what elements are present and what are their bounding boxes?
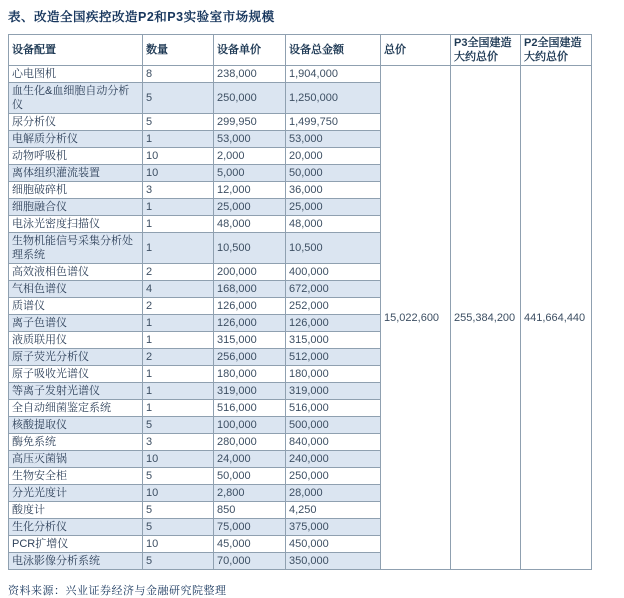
quantity-cell: 1	[143, 131, 214, 148]
unit-price-cell: 12,000	[214, 182, 286, 199]
total-amount-cell: 450,000	[286, 536, 381, 553]
p2-total-cell: 441,664,440	[521, 66, 592, 570]
unit-price-cell: 70,000	[214, 553, 286, 570]
col-header-quantity: 数量	[143, 35, 214, 66]
quantity-cell: 10	[143, 485, 214, 502]
table-row	[9, 66, 592, 83]
equipment-name-cell: 电泳光密度扫描仪	[9, 216, 143, 233]
quantity-cell: 10	[143, 451, 214, 468]
header-row	[9, 35, 592, 66]
equipment-name-cell: 质谱仪	[9, 298, 143, 315]
equipment-name-cell: 分光光度计	[9, 485, 143, 502]
equipment-name-cell: 酶免系统	[9, 434, 143, 451]
unit-price-cell: 100,000	[214, 417, 286, 434]
quantity-cell: 1	[143, 332, 214, 349]
unit-price-cell: 50,000	[214, 468, 286, 485]
equipment-name-cell: 酸度计	[9, 502, 143, 519]
total-amount-cell: 20,000	[286, 148, 381, 165]
equipment-name-cell: 气相色谱仪	[9, 281, 143, 298]
grand-total-cell: 15,022,600	[381, 66, 451, 570]
quantity-cell: 8	[143, 66, 214, 83]
total-amount-cell: 375,000	[286, 519, 381, 536]
equipment-name-cell: 血生化&血细胞自动分析仪	[9, 83, 143, 114]
total-amount-cell: 319,000	[286, 383, 381, 400]
total-amount-cell: 36,000	[286, 182, 381, 199]
total-amount-cell: 1,904,000	[286, 66, 381, 83]
quantity-cell: 1	[143, 366, 214, 383]
equipment-name-cell: 电解质分析仪	[9, 131, 143, 148]
col-header-p3-total: P3全国建造大约总价	[451, 35, 521, 66]
unit-price-cell: 315,000	[214, 332, 286, 349]
equipment-name-cell: 尿分析仪	[9, 114, 143, 131]
quantity-cell: 10	[143, 165, 214, 182]
total-amount-cell: 500,000	[286, 417, 381, 434]
col-header-grand-total: 总价	[381, 35, 451, 66]
col-header-p2-total: P2全国建造大约总价	[521, 35, 592, 66]
equipment-name-cell: 动物呼吸机	[9, 148, 143, 165]
unit-price-cell: 2,800	[214, 485, 286, 502]
total-amount-cell: 1,499,750	[286, 114, 381, 131]
total-amount-cell: 10,500	[286, 233, 381, 264]
unit-price-cell: 126,000	[214, 298, 286, 315]
total-amount-cell: 250,000	[286, 468, 381, 485]
total-amount-cell: 48,000	[286, 216, 381, 233]
total-amount-cell: 840,000	[286, 434, 381, 451]
quantity-cell: 1	[143, 400, 214, 417]
equipment-name-cell: 生化分析仪	[9, 519, 143, 536]
total-amount-cell: 126,000	[286, 315, 381, 332]
total-amount-cell: 50,000	[286, 165, 381, 182]
equipment-name-cell: 原子吸收光谱仪	[9, 366, 143, 383]
quantity-cell: 5	[143, 114, 214, 131]
equipment-name-cell: 生物机能信号采集分析处理系统	[9, 233, 143, 264]
equipment-name-cell: 细胞破碎机	[9, 182, 143, 199]
unit-price-cell: 5,000	[214, 165, 286, 182]
total-amount-cell: 315,000	[286, 332, 381, 349]
unit-price-cell: 516,000	[214, 400, 286, 417]
unit-price-cell: 850	[214, 502, 286, 519]
unit-price-cell: 299,950	[214, 114, 286, 131]
quantity-cell: 1	[143, 199, 214, 216]
quantity-cell: 4	[143, 281, 214, 298]
unit-price-cell: 2,000	[214, 148, 286, 165]
total-amount-cell: 4,250	[286, 502, 381, 519]
p3-total-cell: 255,384,200	[451, 66, 521, 570]
equipment-name-cell: 生物安全柜	[9, 468, 143, 485]
unit-price-cell: 75,000	[214, 519, 286, 536]
quantity-cell: 3	[143, 182, 214, 199]
total-amount-cell: 400,000	[286, 264, 381, 281]
col-header-total-amount: 设备总金额	[286, 35, 381, 66]
equipment-name-cell: 等离子发射光谱仪	[9, 383, 143, 400]
col-header-unit-price: 设备单价	[214, 35, 286, 66]
quantity-cell: 5	[143, 502, 214, 519]
quantity-cell: 10	[143, 536, 214, 553]
unit-price-cell: 200,000	[214, 264, 286, 281]
quantity-cell: 5	[143, 519, 214, 536]
equipment-name-cell: 高效液相色谱仪	[9, 264, 143, 281]
unit-price-cell: 250,000	[214, 83, 286, 114]
unit-price-cell: 168,000	[214, 281, 286, 298]
total-amount-cell: 28,000	[286, 485, 381, 502]
quantity-cell: 5	[143, 417, 214, 434]
quantity-cell: 1	[143, 233, 214, 264]
equipment-name-cell: 细胞融合仪	[9, 199, 143, 216]
table-title: 表、改造全国疾控改造P2和P3实验室市场规模	[8, 10, 275, 24]
quantity-cell: 2	[143, 264, 214, 281]
unit-price-cell: 126,000	[214, 315, 286, 332]
quantity-cell: 5	[143, 553, 214, 570]
total-amount-cell: 672,000	[286, 281, 381, 298]
equipment-cost-table	[8, 34, 592, 570]
col-header-equipment: 设备配置	[9, 35, 143, 66]
equipment-name-cell: 原子荧光分析仪	[9, 349, 143, 366]
unit-price-cell: 48,000	[214, 216, 286, 233]
total-amount-cell: 180,000	[286, 366, 381, 383]
unit-price-cell: 280,000	[214, 434, 286, 451]
total-amount-cell: 240,000	[286, 451, 381, 468]
equipment-name-cell: PCR扩增仪	[9, 536, 143, 553]
quantity-cell: 2	[143, 298, 214, 315]
unit-price-cell: 25,000	[214, 199, 286, 216]
total-amount-cell: 25,000	[286, 199, 381, 216]
equipment-name-cell: 离体组织灌流装置	[9, 165, 143, 182]
quantity-cell: 5	[143, 83, 214, 114]
unit-price-cell: 319,000	[214, 383, 286, 400]
unit-price-cell: 45,000	[214, 536, 286, 553]
quantity-cell: 3	[143, 434, 214, 451]
total-amount-cell: 1,250,000	[286, 83, 381, 114]
total-amount-cell: 252,000	[286, 298, 381, 315]
quantity-cell: 1	[143, 383, 214, 400]
total-amount-cell: 516,000	[286, 400, 381, 417]
quantity-cell: 10	[143, 148, 214, 165]
source-note: 资料来源：兴业证券经济与金融研究院整理	[8, 585, 227, 597]
equipment-name-cell: 液质联用仪	[9, 332, 143, 349]
equipment-name-cell: 全自动细菌鉴定系统	[9, 400, 143, 417]
total-amount-cell: 512,000	[286, 349, 381, 366]
unit-price-cell: 10,500	[214, 233, 286, 264]
unit-price-cell: 238,000	[214, 66, 286, 83]
unit-price-cell: 24,000	[214, 451, 286, 468]
equipment-name-cell: 高压灭菌锅	[9, 451, 143, 468]
equipment-name-cell: 离子色谱仪	[9, 315, 143, 332]
total-amount-cell: 350,000	[286, 553, 381, 570]
equipment-name-cell: 心电图机	[9, 66, 143, 83]
total-amount-cell: 53,000	[286, 131, 381, 148]
unit-price-cell: 53,000	[214, 131, 286, 148]
unit-price-cell: 256,000	[214, 349, 286, 366]
quantity-cell: 5	[143, 468, 214, 485]
equipment-name-cell: 电泳影像分析系统	[9, 553, 143, 570]
quantity-cell: 1	[143, 216, 214, 233]
quantity-cell: 2	[143, 349, 214, 366]
unit-price-cell: 180,000	[214, 366, 286, 383]
equipment-name-cell: 核酸提取仪	[9, 417, 143, 434]
quantity-cell: 1	[143, 315, 214, 332]
